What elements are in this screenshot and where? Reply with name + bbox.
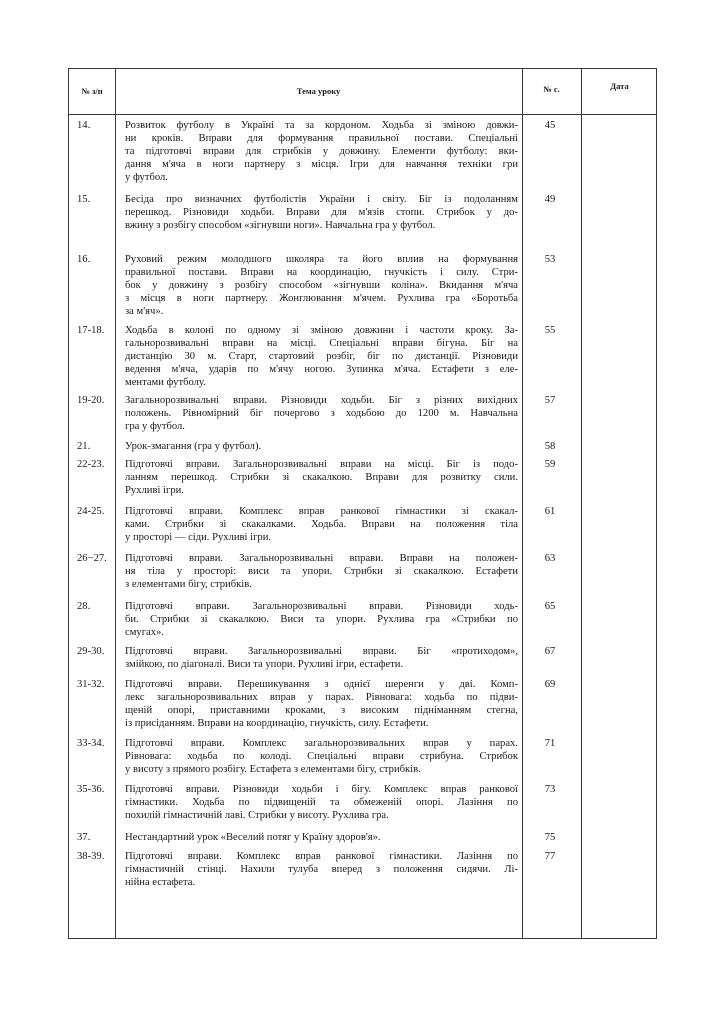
topic-line: Руховий режим молодшого школяра та його вплив на формування xyxy=(125,254,518,265)
lesson-page-number: 63 xyxy=(544,553,556,564)
lesson-number: 38-39. xyxy=(77,851,105,862)
topic-line: Рухливі ігри. xyxy=(125,485,184,497)
topic-line: ланням перешкод. Стрибки зі скакалкою. Вправи для розвитку сили. xyxy=(125,472,518,484)
topic-line: нійна естафета. xyxy=(125,877,196,889)
topic-line: у просторі — сіди. Рухливі ігри. xyxy=(125,532,272,544)
topic-line: змійкою, по діагоналі. Виси та упори. Рухливі ігри, естафети. xyxy=(125,659,404,671)
topic-line: Урок-змагання (гра у футбол). xyxy=(125,441,262,452)
header-divider xyxy=(69,114,656,115)
lesson-page-number: 65 xyxy=(544,601,556,612)
header-num: № з/п xyxy=(81,86,103,96)
column-divider xyxy=(581,69,582,938)
topic-line: Загальнорозвивальні вправи. Різновиди ходьби. Біг з різних вихідних xyxy=(125,395,518,406)
lesson-number: 19-20. xyxy=(77,395,105,406)
topic-line: Рівновага: ходьба по колоді. Спеціальні вправи стрибуна. Стрибок xyxy=(125,751,518,763)
topic-line: ня тіла у просторі: виси та упори. Стрибки зі скакалкою. Естафети xyxy=(125,566,518,578)
topic-line: Підготовчі вправи. Комплекс вправ ранкової гімнастики зі скакал- xyxy=(125,506,518,517)
topic-line: гальнорозвивальні вправи на місці. Спеціальні вправи бігуна. Біг на xyxy=(125,338,518,350)
header-page: № с. xyxy=(543,84,560,94)
lesson-plan-table xyxy=(68,68,657,939)
topic-line: положень. Рівномірний біг почергово з ходьбою до 1200 м. Навчальна xyxy=(125,408,518,420)
topic-line: Підготовчі вправи. Загальнорозвивальні вправи. Вправи на положен- xyxy=(125,553,518,564)
lesson-number: 28. xyxy=(77,601,91,612)
lesson-page-number: 58 xyxy=(544,441,556,452)
lesson-number: 31-32. xyxy=(77,679,105,690)
lesson-topic xyxy=(125,119,518,184)
lesson-page-number: 71 xyxy=(544,738,556,749)
topic-line: смугах». xyxy=(125,627,164,639)
header-date: Дата xyxy=(610,81,629,91)
lesson-topic xyxy=(125,645,518,671)
lesson-page-number: 73 xyxy=(544,784,556,795)
topic-line: Підготовчі вправи. Перешикування з однієї шеренги у дві. Комп- xyxy=(125,679,518,690)
topic-line: та підготовчі вправи для стрибків у довжину. Елементи футболу: вки- xyxy=(125,146,518,158)
lesson-topic xyxy=(125,678,518,730)
lesson-page-number: 57 xyxy=(544,395,556,406)
lesson-number: 22-23. xyxy=(77,459,105,470)
lesson-topic xyxy=(125,850,518,889)
lesson-number: 15. xyxy=(77,194,91,205)
topic-line: Підготовчі вправи. Загальнорозвивальні вправи. Різновиди ходь- xyxy=(125,601,518,612)
topic-line: Підготовчі вправи. Комплекс загальнорозвивальних вправ у парах. xyxy=(125,738,518,749)
lesson-page-number: 55 xyxy=(544,325,556,336)
topic-line: похилій гімнастичній лаві. Стрибки у висоту. Рухлива гра. xyxy=(125,810,389,822)
topic-line: Підготовчі вправи. Різновиди ходьби і бігу. Комплекс вправ ранкової xyxy=(125,784,518,795)
topic-line: Нестандартний урок «Веселий потяг у Країну здоров'я». xyxy=(125,832,381,843)
lesson-topic xyxy=(125,505,518,544)
topic-line: з місця в ноги партнеру. Жонглювання м'ячем. Рухлива гра «Боротьба xyxy=(125,293,518,305)
topic-line: ведення м'яча, ударів по м'ячу ногою. Зупинка м'яча. Естафети з еле- xyxy=(125,364,518,376)
lesson-number: 26−27. xyxy=(77,553,107,564)
lesson-page-number: 67 xyxy=(544,646,556,657)
lesson-topic xyxy=(125,440,518,453)
topic-line: із присіданням. Вправи на координацію, гнучкість, силу. Естафети. xyxy=(125,718,429,730)
lesson-page-number: 45 xyxy=(544,120,556,131)
topic-line: Бесіда про визначних футболістів України і світу. Біг із подоланням xyxy=(125,194,518,205)
lesson-page-number: 59 xyxy=(544,459,556,470)
lesson-topic xyxy=(125,552,518,591)
lesson-topic xyxy=(125,324,518,389)
topic-line: дистанцію 30 м. Старт, стартовий розбіг, біг по дистанції. Різновиди xyxy=(125,351,518,363)
topic-line: ни кроків. Вправи для формування правильної постави. Спеціальні xyxy=(125,133,518,145)
topic-line: ками. Стрибки зі скакалками. Ходьба. Вправи на положення тіла xyxy=(125,519,518,531)
lesson-topic xyxy=(125,783,518,822)
lesson-topic xyxy=(125,458,518,497)
lesson-number: 17-18. xyxy=(77,325,105,336)
topic-line: ментами футболу. xyxy=(125,377,206,389)
topic-line: бок у довжину з розбігу способом «зігнувши коліна». Вкидання м'яча xyxy=(125,280,518,292)
lesson-number: 16. xyxy=(77,254,91,265)
lesson-number: 14. xyxy=(77,120,91,131)
topic-line: з елементами бігу, стрибків. xyxy=(125,579,252,591)
lesson-topic xyxy=(125,253,518,318)
lesson-number: 21. xyxy=(77,441,91,452)
topic-line: Підготовчі вправи. Загальнорозвивальні вправи на місці. Біг із подо- xyxy=(125,459,518,470)
topic-line: би. Стрибки зі скакалкою. Виси та упори. Рухлива гра «Стрибки по xyxy=(125,614,518,626)
topic-line: дання м'яча в ноги партнеру з місця. Ігри для навчання техніки гри xyxy=(125,159,518,171)
lesson-topic xyxy=(125,193,518,232)
lesson-number: 29-30. xyxy=(77,646,105,657)
topic-line: щеній опорі, приставними кроками, з високим підніманням стегна, xyxy=(125,705,518,717)
topic-line: Підготовчі вправи. Загальнорозвивальні вправи. Біг «протиходом», xyxy=(125,646,518,657)
lesson-page-number: 69 xyxy=(544,679,556,690)
lesson-topic xyxy=(125,737,518,776)
lesson-page-number: 75 xyxy=(544,832,556,843)
lesson-page-number: 61 xyxy=(544,506,556,517)
topic-line: у футбол. xyxy=(125,172,168,184)
lesson-page-number: 77 xyxy=(544,851,556,862)
topic-line: правильної постави. Вправи на координацію, гнучкість і силу. Стри- xyxy=(125,267,518,279)
topic-line: вжину з розбігу способом «зігнувши ноги». Навчальна гра у футбол. xyxy=(125,220,436,232)
topic-line: Ходьба в колоні по одному зі зміною довжини і частоти кроку. За- xyxy=(125,325,518,336)
lesson-number: 35-36. xyxy=(77,784,105,795)
topic-line: гімнастики. Ходьба по підвищеній та обмеженій опорі. Лазіння по xyxy=(125,797,518,809)
topic-line: Підготовчі вправи. Комплекс вправ ранкової гімнастики. Лазіння по xyxy=(125,851,518,862)
topic-line: у висоту з прямого розбігу. Естафета з елементами бігу, стрибків. xyxy=(125,764,421,776)
topic-line: гімнастичній стінці. Нахили тулуба вперед з положення сидячи. Лі- xyxy=(125,864,518,876)
lesson-number: 24-25. xyxy=(77,506,105,517)
lesson-page-number: 49 xyxy=(544,194,556,205)
lesson-topic xyxy=(125,394,518,433)
lesson-topic xyxy=(125,600,518,639)
lesson-number: 37. xyxy=(77,832,91,843)
topic-line: Розвиток футболу в Україні та за кордоном. Ходьба зі зміною довжи- xyxy=(125,120,518,131)
topic-line: за м'яч». xyxy=(125,306,164,318)
lesson-topic xyxy=(125,831,518,844)
topic-line: лекс загальнорозвивальних вправ у парах. Рівновага: ходьба по підви- xyxy=(125,692,518,704)
header-topic: Тема уроку xyxy=(296,86,341,96)
topic-line: гра у футбол. xyxy=(125,421,185,433)
lesson-number: 33-34. xyxy=(77,738,105,749)
topic-line: перешкод. Різновиди ходьби. Вправи для м'язів стопи. Стрибок у до- xyxy=(125,207,518,219)
lesson-page-number: 53 xyxy=(544,254,556,265)
